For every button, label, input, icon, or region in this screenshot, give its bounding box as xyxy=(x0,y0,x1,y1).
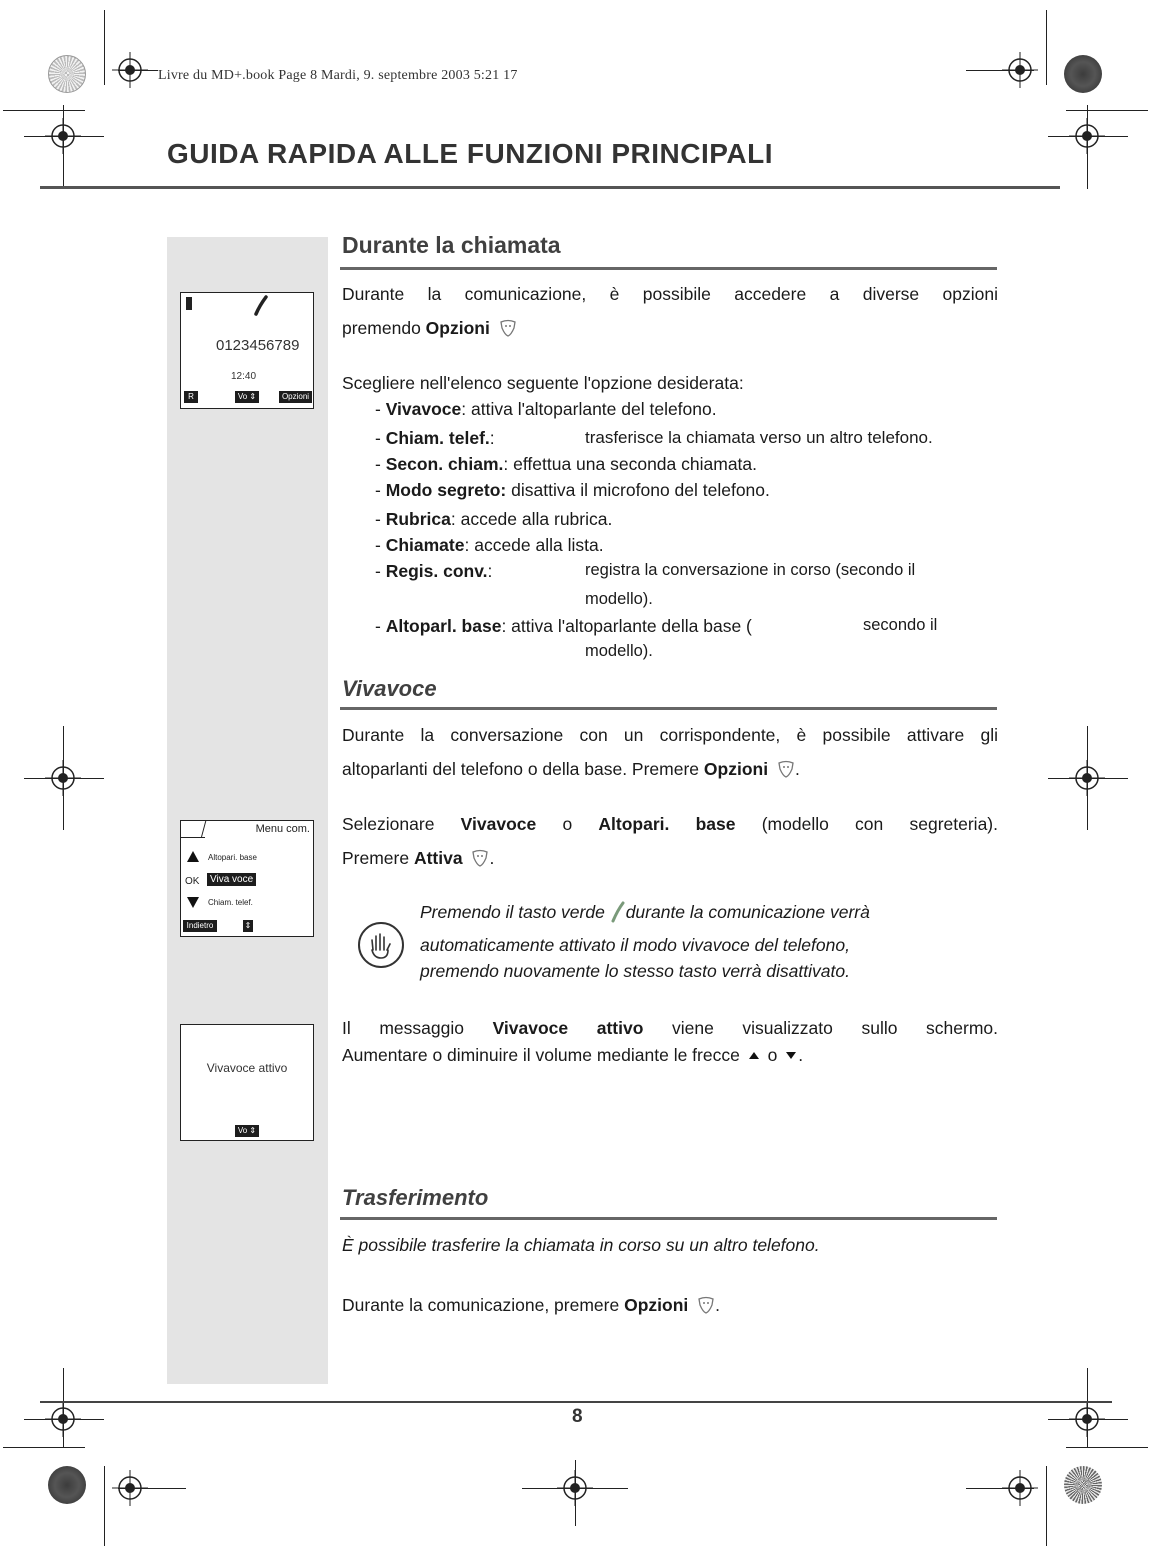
option-desc: attiva l'altoparlante della base ( xyxy=(511,616,752,636)
note-line-3: premendo nuovamente lo stesso tasto verrà disattivato. xyxy=(420,961,850,981)
handsfree-keyword: Vivavoce xyxy=(460,814,537,834)
option-term: Chiamate xyxy=(385,535,465,555)
arrow-down-icon xyxy=(786,1052,796,1059)
note-line-1 xyxy=(420,897,980,927)
option-desc: attiva l'altoparlante del telefono. xyxy=(471,399,717,419)
option-term: Vivavoce xyxy=(385,399,462,419)
arrow-up-icon xyxy=(749,1052,759,1059)
softkey-icon xyxy=(697,1296,715,1314)
softkey-back: Indietro xyxy=(183,920,217,932)
option-sep: : xyxy=(461,399,472,419)
registration-mark-icon xyxy=(112,1470,148,1506)
green-key-icon xyxy=(610,901,626,923)
text-run: (modello con segreteria). xyxy=(735,814,998,834)
registration-mark-icon xyxy=(1069,760,1105,796)
option-desc-cont: modello). xyxy=(585,590,653,608)
handset-icon xyxy=(251,295,271,317)
registration-mark-icon xyxy=(557,1470,593,1506)
handsfree-p2-line2: Premere Attiva . xyxy=(342,848,495,868)
menu-item-down: Chiam. telef. xyxy=(208,898,253,907)
page-title: GUIDA RAPIDA ALLE FUNZIONI PRINCIPALI xyxy=(167,138,773,169)
handsfree-p1-line2: altoparlanti del telefono o della base. Premere Opzioni . xyxy=(342,759,800,779)
color-bar-disc-icon xyxy=(48,1466,86,1504)
print-file-info: Livre du MD+.book Page 8 Mardi, 9. septembre 2003 5:21 17 xyxy=(158,68,518,83)
options-keyword: Opzioni xyxy=(425,318,490,338)
text-run: o xyxy=(536,814,599,834)
menu-ok-label: OK xyxy=(185,876,200,887)
color-bar-disc-icon xyxy=(48,55,86,93)
section-heading-handsfree: Vivavoce xyxy=(342,676,437,701)
text-run: o xyxy=(767,1045,778,1065)
option-sep: : xyxy=(501,616,512,636)
transfer-intro: È possibile trasferire la chiamata in corso su un altro telefono. xyxy=(342,1235,820,1255)
text-run: viene visualizzato sullo schermo. xyxy=(643,1018,999,1038)
menu-title: Menu com. xyxy=(255,823,310,835)
registration-mark-icon xyxy=(112,52,148,88)
call-time: 12:40 xyxy=(231,371,257,382)
options-keyword: Opzioni xyxy=(624,1295,689,1315)
phone-screen-call xyxy=(180,292,314,409)
transfer-step: Durante la comunicazione, premere Opzioni . xyxy=(342,1295,720,1315)
option-term: Regis. conv. xyxy=(385,561,488,581)
handsfree-note xyxy=(420,897,980,986)
registration-mark-icon xyxy=(1002,1470,1038,1506)
option-sep: : xyxy=(487,561,493,581)
illustration-column xyxy=(167,237,328,1384)
handsfree-message: Vivavoce attivo xyxy=(206,1061,288,1075)
softkey-r: R xyxy=(184,391,198,403)
option-sep: : xyxy=(464,535,475,555)
title-divider xyxy=(40,186,1060,189)
softkey-volume: Vo ⇕ xyxy=(235,391,259,403)
handsfree-p2-line1 xyxy=(342,807,998,841)
registration-mark-icon xyxy=(1069,1401,1105,1437)
arrow-up-icon xyxy=(187,851,199,862)
section-divider xyxy=(340,707,997,710)
call-number: 0123456789 xyxy=(216,337,300,354)
text-run: Il messaggio xyxy=(342,1018,493,1038)
registration-mark-icon xyxy=(45,118,81,154)
option-item: - Altoparl. base: attiva l'altoparlante della base ( xyxy=(375,616,752,636)
registration-mark-icon xyxy=(45,1401,81,1437)
menu-header-slash xyxy=(201,821,207,838)
softkey-icon xyxy=(471,849,489,867)
text-run: altoparlanti del telefono o della base. Premere xyxy=(342,759,704,779)
registration-mark-icon xyxy=(1069,118,1105,154)
call-intro-line1: Durante la comunicazione, è possibile accedere a diverse opzioni xyxy=(342,284,998,304)
text-run: premendo xyxy=(342,318,426,338)
option-item: - Secon. chiam.: effettua una seconda chiamata. xyxy=(375,454,758,474)
option-term: Altoparl. base xyxy=(385,616,502,636)
option-desc: trasferisce la chiamata verso un altro telefono. xyxy=(585,428,933,447)
softkey-icon xyxy=(777,760,795,778)
phone-screen-handsfree xyxy=(180,1024,314,1141)
menu-item-selected: Viva voce xyxy=(207,873,256,886)
option-item: - Chiam. telef.: xyxy=(375,428,495,448)
registration-mark-icon xyxy=(45,760,81,796)
option-item: - Rubrica: accede alla rubrica. xyxy=(375,509,613,529)
section-divider xyxy=(340,267,997,270)
option-item: - Modo segreto: disattiva il microfono del telefono. xyxy=(375,480,770,500)
page-number: 8 xyxy=(572,1406,583,1427)
menu-item-up: Altopari. base xyxy=(208,853,257,862)
note-line-2: automaticamente attivato il modo vivavoce del telefono, xyxy=(420,935,850,955)
option-term: Modo segreto: xyxy=(385,480,507,500)
option-sep: : xyxy=(450,509,461,529)
softkey-volume: Vo ⇕ xyxy=(235,1125,259,1137)
call-intro-line2 xyxy=(342,311,998,345)
section-heading-transfer: Trasferimento xyxy=(342,1185,489,1210)
option-desc: disattiva il microfono del telefono. xyxy=(511,480,770,500)
options-keyword: Opzioni xyxy=(703,759,769,779)
section-divider xyxy=(340,1217,997,1220)
text-run: Premendo il tasto verde xyxy=(420,902,610,922)
option-sep: : xyxy=(489,428,495,448)
registration-mark-icon xyxy=(1002,52,1038,88)
option-desc: effettua una seconda chiamata. xyxy=(513,454,758,474)
phone-screen-menu xyxy=(180,820,314,937)
hand-note-icon xyxy=(356,920,406,970)
choose-option-text: Scegliere nell'elenco seguente l'opzione desiderata: xyxy=(342,373,744,393)
softkey-icon xyxy=(499,319,517,337)
option-desc: accede alla rubrica. xyxy=(460,509,613,529)
softkey-options: Opzioni xyxy=(279,391,312,403)
text-run: durante la comunicazione verrà xyxy=(625,902,870,922)
text-run: Selezionare xyxy=(342,814,461,834)
softkey-volume-label: Vo xyxy=(237,392,248,401)
handsfree-p3-line2: Aumentare o diminuire il volume mediante le frecce o . xyxy=(342,1045,804,1065)
handsfree-active-keyword: Vivavoce attivo xyxy=(492,1018,644,1038)
text-run: Premere xyxy=(342,848,414,868)
option-desc: registra la conversazione in corso (secondo il xyxy=(585,561,916,579)
handsfree-p1-line1: Durante la conversazione con un corrispondente, è possibile attivare gli xyxy=(342,725,998,745)
text-run: Aumentare o diminuire il volume mediante le frecce xyxy=(342,1045,740,1065)
option-desc-cont: modello). xyxy=(585,642,653,660)
activate-keyword: Attiva xyxy=(413,848,463,868)
arrow-down-icon xyxy=(187,897,199,908)
color-bar-disc-icon xyxy=(1064,1466,1102,1504)
footer-divider xyxy=(40,1401,1112,1403)
text-run: Durante la comunicazione, premere xyxy=(342,1295,625,1315)
base-speaker-keyword: Altopari. base xyxy=(598,814,736,834)
battery-icon xyxy=(186,297,192,310)
softkey-updown: ⇕ xyxy=(244,921,252,930)
color-bar-disc-icon xyxy=(1064,55,1102,93)
option-item: - Chiamate: accede alla lista. xyxy=(375,535,604,555)
option-desc: accede alla lista. xyxy=(474,535,604,555)
option-sep: : xyxy=(503,454,514,474)
option-item: - Vivavoce: attiva l'altoparlante del telefono. xyxy=(375,399,717,419)
option-item: - Regis. conv.: xyxy=(375,561,493,581)
option-term: Chiam. telef. xyxy=(385,428,490,448)
section-heading-call: Durante la chiamata xyxy=(342,232,561,258)
option-term: Rubrica xyxy=(385,509,451,529)
option-desc: secondo il xyxy=(863,616,938,634)
softkey-volume-label: Vo xyxy=(237,1126,248,1135)
option-term: Secon. chiam. xyxy=(385,454,504,474)
